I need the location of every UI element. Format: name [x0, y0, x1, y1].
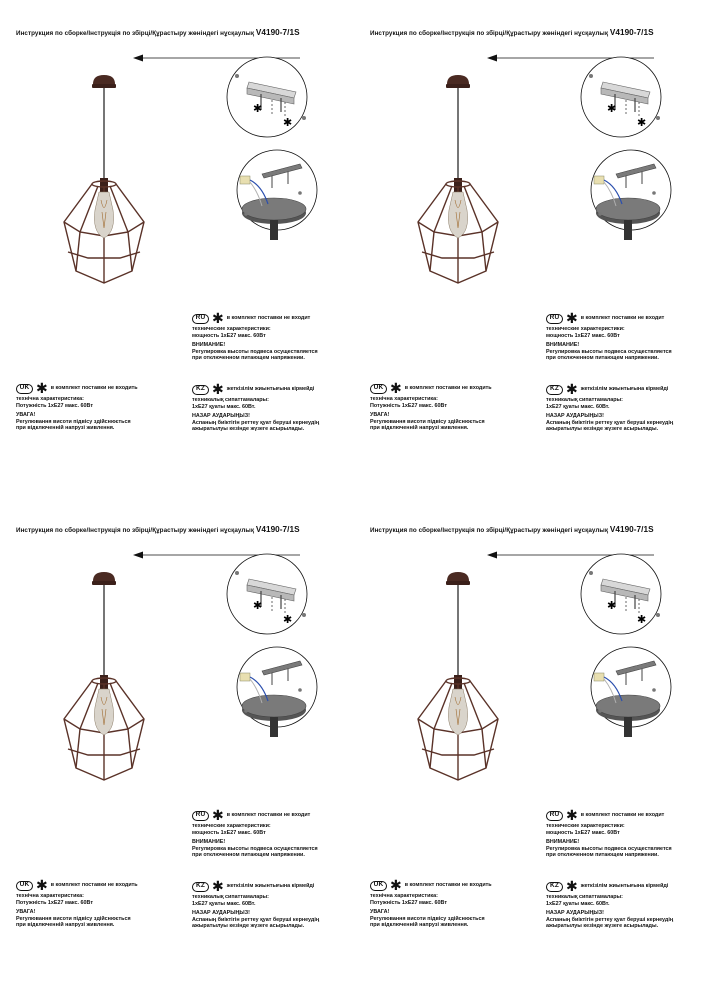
- title-text: Инструкция по сборке/Інструкція по збірці/Құрастыру жөніндегі нұсқаулық: [16, 30, 255, 37]
- language-badge-ru: RU: [546, 314, 563, 324]
- model-number: V4190-7/1S: [609, 525, 654, 534]
- language-badge-ru: RU: [192, 314, 209, 324]
- warning-line: Регулювання висоти підвісу здійснюється: [16, 418, 131, 425]
- star-icon: ✱: [36, 380, 48, 397]
- star-icon: ✱: [390, 380, 402, 397]
- language-badge-kz: KZ: [546, 385, 563, 395]
- model-number: V4190-7/1S: [255, 28, 300, 37]
- spec-value: 1хЕ27 қуаты макс. 60Вт.: [192, 900, 256, 907]
- star-mark: ✱: [637, 613, 647, 626]
- spec-value: мощность 1хЕ27 макс. 60Вт: [546, 332, 620, 339]
- warning-line: ажыратылуы кезінде жүзеге асырылады.: [546, 426, 659, 433]
- star-icon: ✱: [212, 878, 224, 895]
- language-badge-ru: RU: [546, 811, 563, 821]
- spec-title: технічна характеристика:: [16, 396, 84, 402]
- warning-title: УВАГА!: [370, 909, 390, 916]
- spec-title: техникалық сипаттамалары:: [192, 894, 269, 900]
- warning-line: при відключенній напрузі живлення.: [16, 922, 115, 929]
- title-text: Инструкция по сборке/Інструкція по збірці/Құрастыру жөніндегі нұсқаулық: [370, 527, 609, 534]
- instruction-sheet: [0, 497, 353, 997]
- spec-value: 1хЕ27 қуаты макс. 60Вт.: [546, 403, 610, 410]
- language-badge-uk: UK: [16, 384, 33, 394]
- not-included-note: в комплект поставки не входит: [580, 315, 665, 322]
- star-icon: ✱: [566, 807, 578, 824]
- spec-title: технічна характеристика:: [370, 893, 438, 899]
- star-mark: ✱: [283, 613, 293, 626]
- star-icon: ✱: [390, 877, 402, 894]
- spec-title: техникалық сипаттамалары:: [546, 397, 623, 403]
- warning-line: при відключенній напрузі живлення.: [370, 425, 469, 432]
- warning-title: ВНИМАНИЕ!: [546, 342, 580, 349]
- not-included-note: в комплект поставки не входит: [226, 812, 311, 819]
- star-mark: ✱: [607, 102, 617, 115]
- warning-title: ВНИМАНИЕ!: [546, 839, 580, 846]
- not-included-note: жеткізілім жиынтығына кірмейді: [580, 883, 669, 890]
- spec-value: Потужність 1хЕ27 макс. 60Вт: [16, 899, 93, 906]
- title-text: Инструкция по сборке/Інструкція по збірці/Құрастыру жөніндегі нұсқаулық: [370, 30, 609, 37]
- model-number: V4190-7/1S: [255, 525, 300, 534]
- mounting-bracket-icon: [581, 57, 661, 137]
- warning-title: УВАГА!: [16, 412, 36, 419]
- star-mark: ✱: [607, 599, 617, 612]
- section-ru: [192, 807, 318, 859]
- ceiling-canopy-wiring-icon: [237, 647, 317, 737]
- pendant-lamp-icon: [64, 572, 144, 780]
- warning-line: при отключенном питающем напряжении.: [546, 355, 659, 362]
- spec-title: технические характеристики:: [546, 823, 625, 829]
- not-included-note: жеткізілім жиынтығына кірмейді: [226, 386, 315, 393]
- warning-line: Аспаның биіктігін реттеу қуат берушi кернеудің: [192, 916, 320, 923]
- language-badge-uk: UK: [16, 881, 33, 891]
- warning-line: при відключенній напрузі живлення.: [370, 922, 469, 929]
- title-text: Инструкция по сборке/Інструкція по збірці/Құрастыру жөніндегі нұсқаулық: [16, 527, 255, 534]
- not-included-note: в комплект поставки не входить: [404, 385, 492, 392]
- warning-title: ВНИМАНИЕ!: [192, 839, 226, 846]
- star-icon: ✱: [36, 877, 48, 894]
- language-badge-uk: UK: [370, 384, 387, 394]
- spec-title: технические характеристики:: [546, 326, 625, 332]
- spec-title: технічна характеристика:: [370, 396, 438, 402]
- star-icon: ✱: [566, 878, 578, 895]
- section-ru: [192, 310, 318, 362]
- spec-value: мощность 1хЕ27 макс. 60Вт: [192, 332, 266, 339]
- model-number: V4190-7/1S: [609, 28, 654, 37]
- section-uk: [16, 877, 138, 929]
- instruction-sheet: [354, 0, 707, 500]
- spec-title: технічна характеристика:: [16, 893, 84, 899]
- ceiling-canopy-wiring-icon: [591, 150, 671, 240]
- warning-title: НАЗАР АУДАРЫҢЫЗ!: [546, 910, 604, 917]
- section-kz: [546, 878, 674, 930]
- warning-line: при отключенном питающем напряжении.: [192, 852, 305, 859]
- section-uk: [16, 380, 138, 432]
- section-uk: [370, 380, 492, 432]
- warning-line: при отключенном питающем напряжении.: [192, 355, 305, 362]
- not-included-note: в комплект поставки не входить: [50, 385, 138, 392]
- spec-value: Потужність 1хЕ27 макс. 60Вт: [16, 402, 93, 409]
- not-included-note: в комплект поставки не входить: [404, 882, 492, 889]
- warning-line: Регулювання висоти підвісу здійснюється: [370, 418, 485, 425]
- spec-title: технические характеристики:: [192, 326, 271, 332]
- warning-line: Аспаның биіктігін реттеу қуат берушi кернеудің: [546, 419, 674, 426]
- not-included-note: в комплект поставки не входит: [226, 315, 311, 322]
- warning-line: Регулювання висоти підвісу здійснюється: [370, 915, 485, 922]
- warning-line: Регулювання висоти підвісу здійснюється: [16, 915, 131, 922]
- language-badge-kz: KZ: [192, 882, 209, 892]
- warning-title: УВАГА!: [16, 909, 36, 916]
- spec-value: 1хЕ27 қуаты макс. 60Вт.: [192, 403, 256, 410]
- warning-line: Регулировка высоты подвеса осуществляется: [192, 348, 318, 355]
- warning-line: при відключенній напрузі живлення.: [16, 425, 115, 432]
- language-badge-kz: KZ: [546, 882, 563, 892]
- warning-line: ажыратылуы кезінде жүзеге асырылады.: [546, 923, 659, 930]
- section-kz: [192, 878, 320, 930]
- spec-value: Потужність 1хЕ27 макс. 60Вт: [370, 899, 447, 906]
- star-icon: ✱: [566, 381, 578, 398]
- star-mark: ✱: [637, 116, 647, 129]
- star-icon: ✱: [566, 310, 578, 327]
- ceiling-canopy-wiring-icon: [237, 150, 317, 240]
- spec-value: мощность 1хЕ27 макс. 60Вт: [546, 829, 620, 836]
- star-mark: ✱: [253, 599, 263, 612]
- section-ru: [546, 310, 672, 362]
- pendant-lamp-icon: [418, 75, 498, 283]
- star-icon: ✱: [212, 807, 224, 824]
- spec-value: 1хЕ27 қуаты макс. 60Вт.: [546, 900, 610, 907]
- warning-line: ажыратылуы кезінде жүзеге асырылады.: [192, 426, 305, 433]
- language-badge-kz: KZ: [192, 385, 209, 395]
- mounting-bracket-icon: [581, 554, 661, 634]
- warning-title: НАЗАР АУДАРЫҢЫЗ!: [192, 910, 250, 917]
- warning-line: при отключенном питающем напряжении.: [546, 852, 659, 859]
- warning-title: УВАГА!: [370, 412, 390, 419]
- warning-title: ВНИМАНИЕ!: [192, 342, 226, 349]
- star-mark: ✱: [283, 116, 293, 129]
- warning-line: Регулировка высоты подвеса осуществляется: [192, 845, 318, 852]
- star-icon: ✱: [212, 381, 224, 398]
- spec-title: техникалық сипаттамалары:: [546, 894, 623, 900]
- section-kz: [192, 381, 320, 433]
- not-included-note: в комплект поставки не входить: [50, 882, 138, 889]
- instruction-sheet: [0, 0, 353, 500]
- mounting-bracket-icon: [227, 554, 307, 634]
- spec-title: технические характеристики:: [192, 823, 271, 829]
- pendant-lamp-icon: [418, 572, 498, 780]
- warning-line: ажыратылуы кезінде жүзеге асырылады.: [192, 923, 305, 930]
- not-included-note: жеткізілім жиынтығына кірмейді: [226, 883, 315, 890]
- star-icon: ✱: [212, 310, 224, 327]
- section-ru: [546, 807, 672, 859]
- mounting-bracket-icon: [227, 57, 307, 137]
- warning-title: НАЗАР АУДАРЫҢЫЗ!: [192, 413, 250, 420]
- language-badge-ru: RU: [192, 811, 209, 821]
- warning-line: Регулировка высоты подвеса осуществляется: [546, 348, 672, 355]
- spec-title: техникалық сипаттамалары:: [192, 397, 269, 403]
- not-included-note: в комплект поставки не входит: [580, 812, 665, 819]
- spec-value: Потужність 1хЕ27 макс. 60Вт: [370, 402, 447, 409]
- spec-value: мощность 1хЕ27 макс. 60Вт: [192, 829, 266, 836]
- warning-line: Аспаның биіктігін реттеу қуат берушi кернеудің: [192, 419, 320, 426]
- pendant-lamp-icon: [64, 75, 144, 283]
- language-badge-uk: UK: [370, 881, 387, 891]
- star-mark: ✱: [253, 102, 263, 115]
- warning-line: Аспаның биіктігін реттеу қуат берушi кернеудің: [546, 916, 674, 923]
- section-uk: [370, 877, 492, 929]
- not-included-note: жеткізілім жиынтығына кірмейді: [580, 386, 669, 393]
- warning-title: НАЗАР АУДАРЫҢЫЗ!: [546, 413, 604, 420]
- ceiling-canopy-wiring-icon: [591, 647, 671, 737]
- warning-line: Регулировка высоты подвеса осуществляется: [546, 845, 672, 852]
- section-kz: [546, 381, 674, 433]
- instruction-sheet: [354, 497, 707, 997]
